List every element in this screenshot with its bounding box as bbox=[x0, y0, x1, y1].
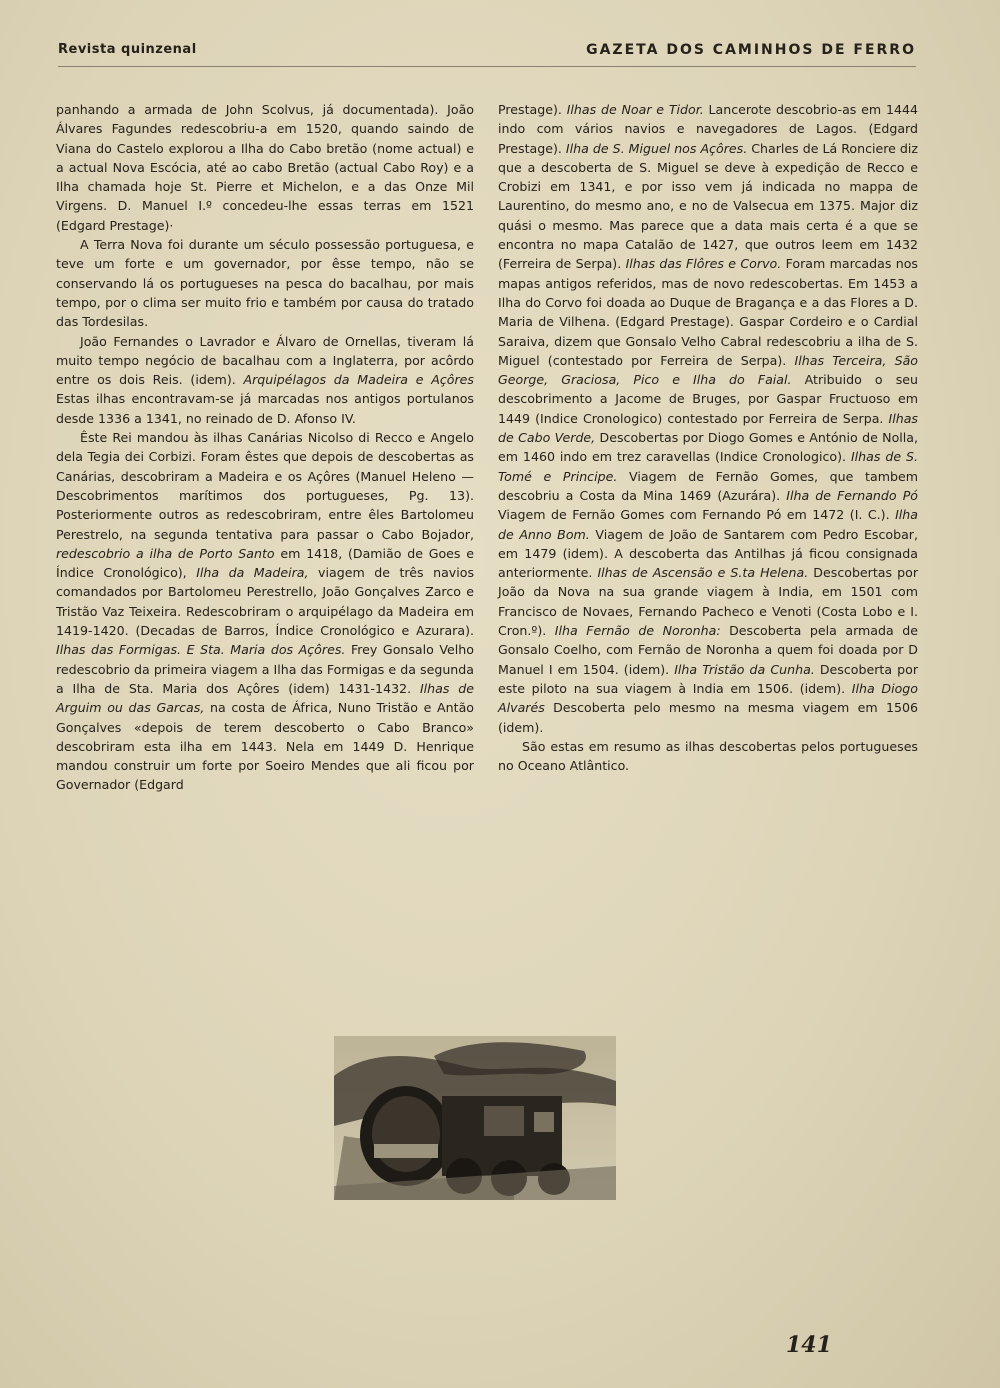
italic-heading: Ilhas das Flôres e Corvo. bbox=[625, 256, 782, 272]
text-column-left bbox=[56, 100, 474, 795]
running-head-right: GAZETA DOS CAMINHOS DE FERRO bbox=[586, 42, 916, 58]
text-run: Lancerote descobrio-as em 1444 indo com vários navios e navegadores de Lagos. (Edgard Prestage). bbox=[498, 102, 918, 156]
text-run: Descoberta por este piloto na sua viagem à India em 1506. (idem). bbox=[498, 661, 919, 696]
text-run: João Fernandes o Lavrador e Álvaro de Ornellas, tiveram lá muito tempo negócio de bacalhau com a Inglaterra, por acôrdo entre os dois Reis. (idem). bbox=[56, 333, 474, 388]
text-run: panhando a armada de John Scolvus, já documentada). João Álvares Fagundes redescobriu-a em 1520, quando saindo de Viana do Castelo explorou a Ilha do Cabo bretão (nome actual) e a actual Nova Escócia, até ao cabo Bretão (actual Cabo Roy) e a Ilha chamada hoje St. Pierre et Michelon, e a das Onze Mil Virgens. D. Manuel I.º concedeu-lhe essas terras em 1521 (Edgard Prestage)· bbox=[56, 102, 474, 233]
text-run: Foram marcadas nos mapas antigos referidos, mas de novo redescobertas. Em 1453 a Ilha do Corvo foi doada ao Duque de Bragança e a das Flores a D. Maria de Vilhena. (Edgard Prestage). Gaspar Cordeiro e o Cardial Saraiva, dizem que Gonsalo Velho Cabral redescobriu a ilha de S. Miguel (contestado por Ferreira de Serpa). bbox=[498, 256, 918, 368]
paragraph bbox=[498, 737, 918, 776]
italic-heading: Ilha de S. Miguel nos Açôres. bbox=[565, 140, 748, 156]
text-run: Charles de Lá Ronciere diz que a descoberta de S. Miguel se deve à expedição de Recco e Crobizi em 1341, e por isso vem já indicada no mappa de Laurentino, do mesmo ano, e no de Valsecua em 1375. Major diz quási o mesmo. Mas parece que a data mais certa é a que se encontra no mapa Catalão de 1427, que outros leem em 1432 (Ferreira de Serpa). bbox=[498, 140, 919, 272]
paragraph bbox=[56, 235, 474, 331]
italic-heading: Ilha Diogo Alvarés bbox=[498, 680, 918, 716]
text-run: na costa de África, Nuno Tristão e Antão Gonçalves «depois de terem descoberto o Cabo Branco» descobriram esta ilha em 1443. Nela em 1449 D. Henrique mandou construir um forte por Soeiro Mendes que ali ficou por Governador (Edgard bbox=[56, 700, 475, 793]
paragraph bbox=[56, 428, 474, 795]
text-run: Viagem de Fernão Gomes com Fernando Pó em 1472 (I. C.). bbox=[498, 507, 896, 523]
paragraph bbox=[56, 332, 474, 428]
text-run: Atribuido o seu descobrimento a Jacome de Bruges, por Gaspar Fructuoso em 1449 (Indice Cronologico) contestado por Ferreira de Serpa. bbox=[498, 372, 918, 426]
paragraph bbox=[498, 100, 918, 737]
italic-heading: Ilhas das Formigas. E Sta. Maria dos Açôres. bbox=[56, 642, 346, 658]
text-run: Descobertas por João da Nova na sua grande viagem à India, em 1501 com Francisco de Novaes, Fernando Pacheco e Venoti (Costa Lobo e I. Cron.º). bbox=[498, 565, 918, 639]
paragraph bbox=[56, 100, 474, 235]
locomotive-illustration bbox=[334, 1036, 616, 1200]
text-run: Estas ilhas encontravam-se já marcadas nos antigos portulanos desde 1336 a 1341, no reinado de D. Afonso IV. bbox=[56, 391, 474, 426]
page-number: 141 bbox=[786, 1332, 832, 1358]
running-head-left: Revista quinzenal bbox=[58, 42, 197, 57]
text-run: São estas em resumo as ilhas descobertas pelos portugueses no Oceano Atlântico. bbox=[498, 738, 918, 774]
italic-heading: Ilhas de Ascensão e S.ta Helena. bbox=[597, 565, 809, 581]
text-run: Viagem de João de Santarem com Pedro Escobar, em 1479 (idem). A descoberta das Antilhas já ficou consignada anteriormente. bbox=[498, 526, 918, 581]
text-run: Êste Rei mandou às ilhas Canárias Nicolso di Recco e Angelo dela Tegia dei Corbizi. Foram êstes que depois de descobertas as Canárias, descobriram a Madeira e os Açôres (Manuel Heleno — Descobrimentos marítimos dos portugueses, Pg. 13). Posteriormente outros as redescobriram, entre êles Bartolomeu Perestrelo, na segunda tentativa para passar o Cabo Bojador, bbox=[56, 430, 474, 542]
italic-heading: Ilhas de Cabo Verde, bbox=[498, 410, 918, 446]
italic-heading: Ilha Fernão de Noronha: bbox=[554, 623, 721, 639]
locomotive-image bbox=[334, 1036, 616, 1200]
italic-heading: Ilhas de Arguim ou das Garcas, bbox=[56, 680, 474, 716]
text-run: viagem de três navios comandados por Bartolomeu Perestrello, João Gonçalves Zarco e Tristão Vaz Teixeira. Redescobriram o arquipélago da Madeira em 1419-1420. (Decadas de Barros, Índice Cronológico e Azurara). bbox=[56, 565, 474, 639]
text-run: Frey Gonsalo Velho redescobrio da primeira viagem a Ilha das Formigas e da segunda a Ilha de Sta. Maria dos Açôres (idem) 1431-1432. bbox=[56, 642, 474, 696]
italic-heading: Ilhas de Noar e Tidor. bbox=[566, 102, 704, 117]
italic-heading: redescobrio a ilha de Porto Santo bbox=[56, 545, 275, 561]
italic-heading: Ilhas de S. Tomé e Principe. bbox=[498, 449, 918, 484]
italic-heading: Ilha de Anno Bom. bbox=[498, 507, 918, 542]
text-run: Descoberta pela armada de Gonsalo Coelho, com Fernão de Noronha a quem foi doada por D Manuel I em 1504. (idem). bbox=[498, 623, 918, 677]
italic-heading: Ilha de Fernando Pó bbox=[786, 487, 918, 503]
text-run: Descoberta pelo mesmo na mesma viagem em 1506 (idem). bbox=[498, 700, 918, 735]
text-run: Prestage). bbox=[498, 102, 567, 117]
italic-heading: Ilhas Terceira, São George, Graciosa, Pico e Ilha do Faial. bbox=[498, 352, 919, 388]
text-run: em 1418, (Damião de Goes e Índice Cronológico), bbox=[56, 545, 474, 581]
text-run: A Terra Nova foi durante um século possessão portuguesa, e teve um forte e um governador, por êsse tempo, não se conservando lá os portugueses na pesca do bacalhau, por mais tempo, por o clima ser muito frio e também por causa do tratado das Tordesilas. bbox=[56, 237, 474, 330]
text-column-right bbox=[498, 100, 918, 775]
text-run: Viagem de Fernão Gomes, que tambem descobriu a Costa da Mina 1469 (Azurára). bbox=[498, 468, 918, 503]
italic-heading: Ilha Tristão da Cunha. bbox=[674, 661, 815, 677]
italic-heading: Arquipélagos da Madeira e Açôres bbox=[243, 372, 474, 388]
running-head bbox=[58, 42, 916, 67]
italic-heading: Ilha da Madeira, bbox=[196, 565, 309, 581]
text-run: Descobertas por Diogo Gomes e António de Nolla, em 1460 indo em trez caravellas (Indice Cronologico). bbox=[498, 430, 919, 465]
